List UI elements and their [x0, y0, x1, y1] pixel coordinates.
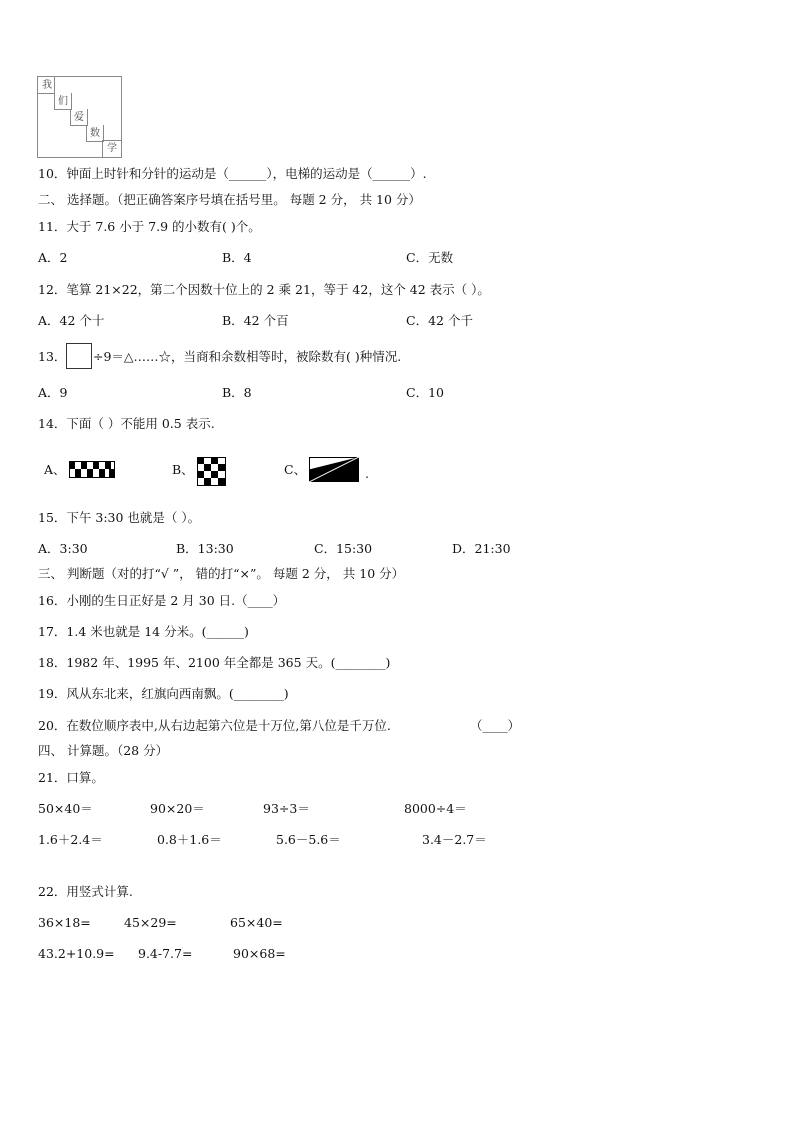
question-15: 15．下午 3:30 也就是（ ）。: [38, 510, 201, 525]
q22-item: 45×29=: [124, 915, 177, 930]
question-11: 11．大于 7.6 小于 7.9 的小数有( )个。: [38, 219, 261, 234]
question-10: 10．钟面上时针和分针的运动是（______），电梯的运动是（______）.: [38, 166, 427, 181]
question-19: 19．风从东北来，红旗向西南飘。(________): [38, 686, 289, 701]
q13-option-a: A．9: [38, 385, 68, 400]
q22-item: 90×68=: [233, 946, 286, 961]
q14-figure-b: [197, 457, 226, 486]
staircase-char-5: 学: [107, 143, 117, 154]
q14-figure-c: [309, 457, 359, 482]
question-22-title: 22．用竖式计算.: [38, 884, 133, 899]
q15-option-c: C．15:30: [314, 541, 373, 556]
q21-item: 0.8＋1.6＝: [157, 832, 222, 847]
q12-option-c: C．42 个千: [406, 313, 473, 328]
staircase-char-2: 们: [58, 96, 68, 107]
staircase-char-1: 我: [42, 80, 52, 91]
q21-item: 3.4－2.7＝: [422, 832, 487, 847]
q12-option-a: A．42 个十: [38, 313, 105, 328]
q14-figure-a: [69, 461, 115, 478]
section-3-heading: 三、 判断题（对的打“√ ”， 错的打“×”。 每题 2 分， 共 10 分）: [38, 566, 405, 581]
staircase-figure: [37, 76, 122, 158]
q21-item: 1.6＋2.4＝: [38, 832, 103, 847]
q22-item: 9.4-7.7=: [138, 946, 193, 961]
q11-option-c: C．无数: [406, 250, 454, 265]
q15-option-d: D．21:30: [452, 541, 511, 556]
staircase-char-3: 爱: [74, 112, 84, 123]
q21-item: 8000÷4＝: [404, 801, 467, 816]
question-14: 14．下面（ ）不能用 0.5 表示.: [38, 416, 215, 431]
q14-option-b-label: B、: [172, 462, 194, 477]
section-2-heading: 二、 选择题。（把正确答案序号填在括号里。 每题 2 分， 共 10 分）: [38, 192, 421, 207]
section-4-heading: 四、 计算题。（28 分）: [38, 743, 169, 758]
q22-item: 65×40=: [230, 915, 283, 930]
q14-option-a-label: A、: [44, 462, 66, 477]
q21-item: 90×20＝: [150, 801, 205, 816]
question-12: 12．笔算 21×22，第二个因数十位上的 2 乘 21，等于 42，这个 42 表示（ ）。: [38, 282, 490, 297]
question-21-title: 21．口算。: [38, 770, 104, 785]
q11-option-a: A．2: [38, 250, 68, 265]
q11-option-b: B．4: [222, 250, 252, 265]
q22-item: 43.2+10.9=: [38, 946, 115, 961]
q22-item: 36×18=: [38, 915, 91, 930]
q13-option-c: C．10: [406, 385, 444, 400]
staircase-char-4: 数: [90, 128, 100, 139]
question-13-text: ÷9＝△……☆，当商和余数相等时，被除数有( )种情况.: [93, 349, 402, 364]
question-20: 20．在数位顺序表中,从右边起第六位是十万位,第八位是千万位.: [38, 718, 391, 733]
q14-end-period: .: [365, 466, 369, 481]
q14-option-c-label: C、: [284, 462, 307, 477]
q21-item: 50×40＝: [38, 801, 93, 816]
question-13-number: 13．: [38, 349, 67, 364]
question-17: 17．1.4 米也就是 14 分米。(______): [38, 624, 249, 639]
q21-item: 5.6－5.6＝: [276, 832, 341, 847]
q12-option-b: B．42 个百: [222, 313, 289, 328]
answer-box: [66, 343, 92, 369]
question-18: 18．1982 年、1995 年、2100 年全都是 365 天。(________): [38, 655, 391, 670]
q13-option-b: B．8: [222, 385, 252, 400]
q15-option-b: B．13:30: [176, 541, 234, 556]
q21-item: 93÷3＝: [263, 801, 310, 816]
question-16: 16．小刚的生日正好是 2 月 30 日.（____）: [38, 593, 286, 608]
q15-option-a: A．3:30: [38, 541, 88, 556]
question-20-blank: （____）: [470, 718, 521, 733]
